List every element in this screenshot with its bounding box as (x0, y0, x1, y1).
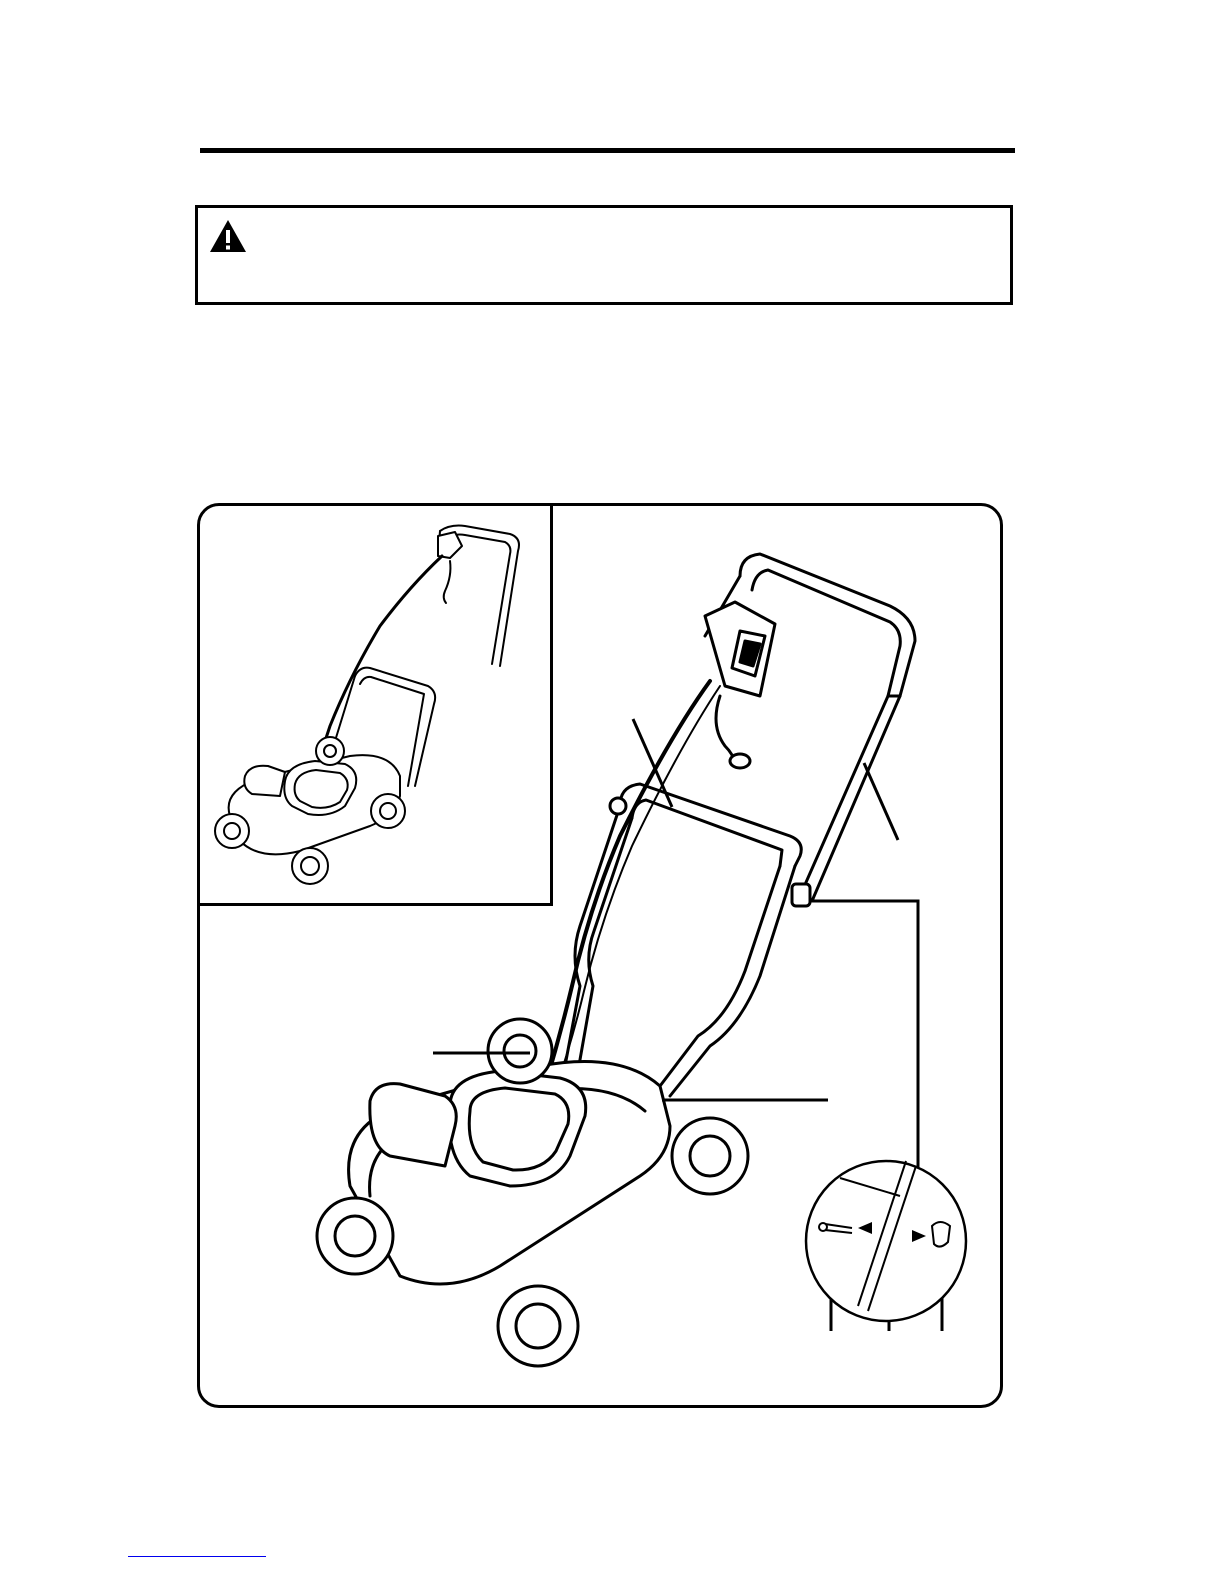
top-rule (200, 148, 1015, 153)
warning-box (195, 205, 1013, 305)
lawn-mower-overview-illustration (200, 506, 550, 903)
footer-link-underline[interactable] (128, 1556, 266, 1557)
inset-overview-panel (197, 503, 553, 906)
assembly-figure (197, 503, 1003, 1408)
warning-triangle-icon (208, 218, 248, 254)
